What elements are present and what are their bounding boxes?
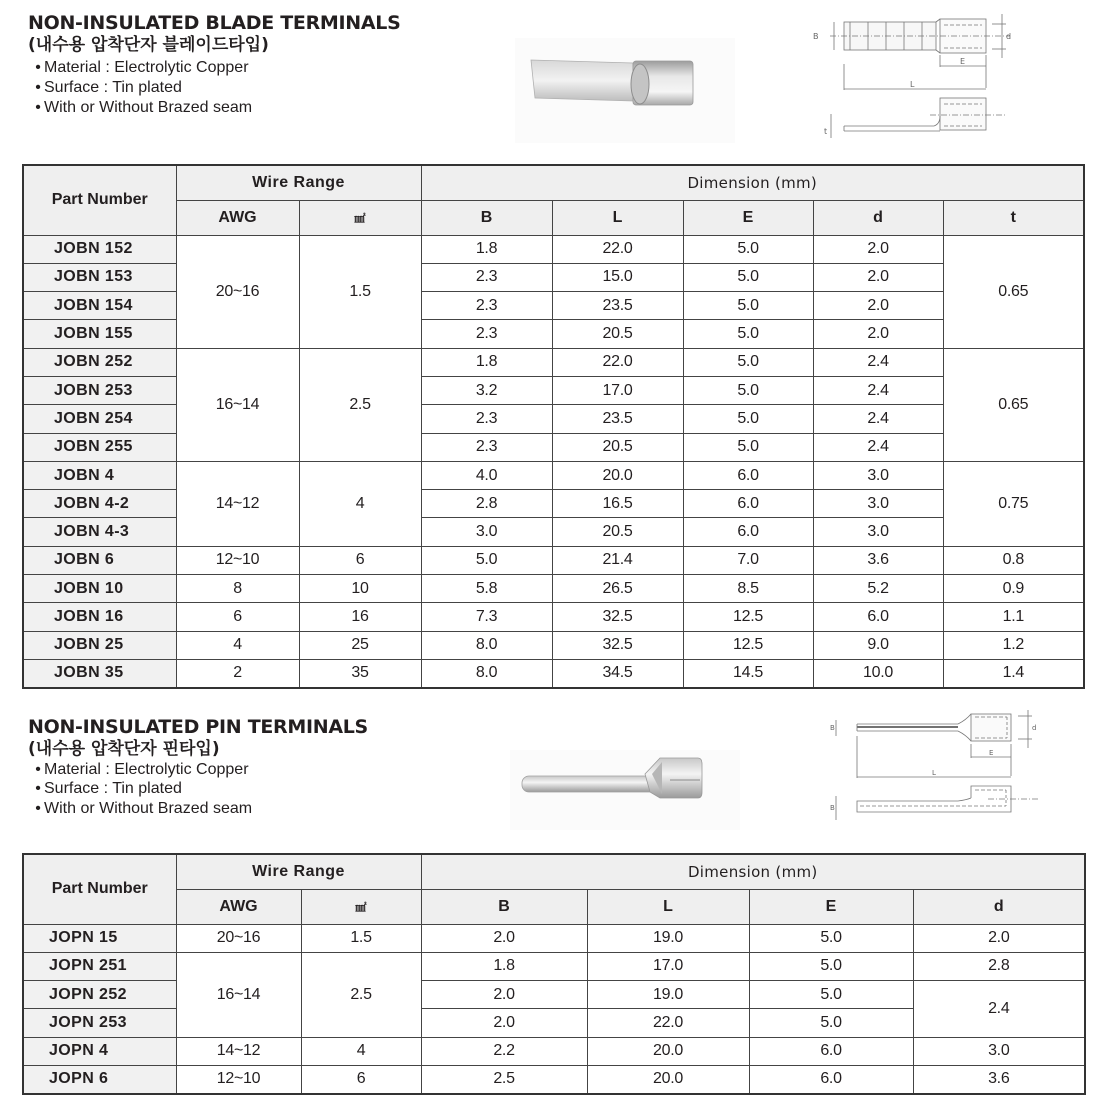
part-number: JOBN 10 xyxy=(23,575,176,603)
e-cell: 12.5 xyxy=(683,603,813,631)
b-cell: 1.8 xyxy=(421,952,587,980)
header-t: t xyxy=(943,200,1084,235)
l-cell: 20.0 xyxy=(587,1065,749,1093)
l-cell: 19.0 xyxy=(587,924,749,952)
pin-terminal-photo xyxy=(510,750,740,830)
e-cell: 5.0 xyxy=(683,320,813,348)
e-cell: 5.0 xyxy=(749,981,913,1009)
awg-cell: 8 xyxy=(176,575,299,603)
part-number: JOBN 252 xyxy=(23,348,176,376)
table-row xyxy=(23,546,1084,574)
awg-cell: 14~12 xyxy=(176,461,299,546)
part-number: JOBN 255 xyxy=(23,433,176,461)
header-e: E xyxy=(749,889,913,924)
svg-text:d: d xyxy=(1006,32,1012,41)
d-cell: 2.0 xyxy=(913,924,1085,952)
t-cell: 0.65 xyxy=(943,235,1084,348)
e-cell: 12.5 xyxy=(683,631,813,659)
l-cell: 32.5 xyxy=(552,631,683,659)
header-mm2: ㎟ xyxy=(301,889,421,924)
header-mm2: ㎟ xyxy=(299,200,421,235)
header-wire-range: Wire Range xyxy=(176,854,421,889)
l-cell: 17.0 xyxy=(552,376,683,404)
svg-text:L: L xyxy=(910,80,915,89)
d-cell: 2.4 xyxy=(813,405,943,433)
table-row xyxy=(23,631,1084,659)
b-cell: 7.3 xyxy=(421,603,552,631)
e-cell: 5.0 xyxy=(683,292,813,320)
l-cell: 23.5 xyxy=(552,405,683,433)
l-cell: 15.0 xyxy=(552,263,683,291)
l-cell: 20.0 xyxy=(552,461,683,489)
l-cell: 20.5 xyxy=(552,433,683,461)
blade-terminal-image-icon xyxy=(515,38,735,143)
d-cell: 3.6 xyxy=(913,1065,1085,1093)
b-cell: 2.2 xyxy=(421,1037,587,1065)
awg-cell: 14~12 xyxy=(176,1037,301,1065)
mm2-cell: 6 xyxy=(301,1065,421,1093)
e-cell: 8.5 xyxy=(683,575,813,603)
l-cell: 20.5 xyxy=(552,320,683,348)
pin-terminals-header xyxy=(28,716,368,820)
header-b: B xyxy=(421,889,587,924)
d-cell: 6.0 xyxy=(813,603,943,631)
table-row xyxy=(23,924,1085,952)
t-cell: 0.8 xyxy=(943,546,1084,574)
part-number: JOPN 15 xyxy=(23,924,176,952)
awg-cell: 12~10 xyxy=(176,546,299,574)
section-subtitle: (내수용 압착단자 핀타입) xyxy=(28,739,220,759)
header-b: B xyxy=(421,200,552,235)
d-cell: 3.0 xyxy=(813,518,943,546)
part-number: JOBN 154 xyxy=(23,292,176,320)
b-cell: 2.0 xyxy=(421,1009,587,1037)
feature-item: • Surface : Tin plated xyxy=(35,79,182,96)
d-cell: 3.0 xyxy=(813,490,943,518)
b-cell: 3.0 xyxy=(421,518,552,546)
e-cell: 5.0 xyxy=(683,405,813,433)
feature-item: • Surface : Tin plated xyxy=(35,780,182,797)
b-cell: 2.8 xyxy=(421,490,552,518)
awg-cell: 20~16 xyxy=(176,924,301,952)
pin-terminal-drawing xyxy=(828,708,1100,820)
b-cell: 2.3 xyxy=(421,263,552,291)
d-cell: 2.4 xyxy=(913,981,1085,1038)
header-l: L xyxy=(552,200,683,235)
part-number: JOBN 25 xyxy=(23,631,176,659)
feature-list xyxy=(28,760,368,820)
t-cell: 1.2 xyxy=(943,631,1084,659)
table-row xyxy=(23,575,1084,603)
b-cell: 2.3 xyxy=(421,433,552,461)
b-cell: 2.5 xyxy=(421,1065,587,1093)
l-cell: 21.4 xyxy=(552,546,683,574)
feature-item: • With or Without Brazed seam xyxy=(35,800,253,817)
b-cell: 3.2 xyxy=(421,376,552,404)
awg-cell: 16~14 xyxy=(176,952,301,1037)
e-cell: 6.0 xyxy=(683,490,813,518)
mm2-cell: 1.5 xyxy=(299,235,421,348)
feature-item: • Material : Electrolytic Copper xyxy=(35,761,249,778)
e-cell: 5.0 xyxy=(683,348,813,376)
e-cell: 5.0 xyxy=(683,376,813,404)
d-cell: 5.2 xyxy=(813,575,943,603)
table-row xyxy=(23,235,1084,263)
blade-terminal-photo xyxy=(515,38,735,143)
svg-text:B: B xyxy=(830,724,835,732)
part-number: JOPN 6 xyxy=(23,1065,176,1093)
mm2-cell: 10 xyxy=(299,575,421,603)
l-cell: 23.5 xyxy=(552,292,683,320)
b-cell: 4.0 xyxy=(421,461,552,489)
svg-text:B: B xyxy=(830,804,835,812)
l-cell: 22.0 xyxy=(552,348,683,376)
header-dimension: Dimension (mm) xyxy=(421,165,1084,200)
table-row xyxy=(23,659,1084,687)
d-cell: 2.8 xyxy=(913,952,1085,980)
mm2-cell: 4 xyxy=(299,461,421,546)
b-cell: 2.3 xyxy=(421,320,552,348)
l-cell: 34.5 xyxy=(552,659,683,687)
awg-cell: 20~16 xyxy=(176,235,299,348)
d-cell: 2.4 xyxy=(813,433,943,461)
b-cell: 2.0 xyxy=(421,981,587,1009)
header-part-number: Part Number xyxy=(23,165,176,235)
svg-text:B: B xyxy=(813,32,819,41)
part-number: JOBN 253 xyxy=(23,376,176,404)
l-cell: 20.5 xyxy=(552,518,683,546)
b-cell: 8.0 xyxy=(421,659,552,687)
header-awg: AWG xyxy=(176,889,301,924)
e-cell: 5.0 xyxy=(749,952,913,980)
svg-text:E: E xyxy=(960,57,966,66)
section-subtitle: (내수용 압착단자 블레이드타입) xyxy=(28,35,269,55)
svg-text:L: L xyxy=(932,769,936,777)
part-number: JOBN 16 xyxy=(23,603,176,631)
mm2-cell: 25 xyxy=(299,631,421,659)
t-cell: 1.1 xyxy=(943,603,1084,631)
feature-item: • With or Without Brazed seam xyxy=(35,99,253,116)
table-row xyxy=(23,952,1085,980)
part-number: JOBN 254 xyxy=(23,405,176,433)
e-cell: 6.0 xyxy=(683,461,813,489)
d-cell: 2.0 xyxy=(813,320,943,348)
feature-list xyxy=(28,58,401,118)
l-cell: 16.5 xyxy=(552,490,683,518)
section-title: NON-INSULATED BLADE TERMINALS xyxy=(28,12,401,34)
b-cell: 2.0 xyxy=(421,924,587,952)
part-number: JOPN 251 xyxy=(23,952,176,980)
e-cell: 5.0 xyxy=(683,433,813,461)
awg-cell: 12~10 xyxy=(176,1065,301,1093)
section-title: NON-INSULATED PIN TERMINALS xyxy=(28,716,368,738)
b-cell: 5.8 xyxy=(421,575,552,603)
header-d: d xyxy=(913,889,1085,924)
blade-terminal-drawing xyxy=(810,10,1100,140)
mm2-cell: 16 xyxy=(299,603,421,631)
t-cell: 0.75 xyxy=(943,461,1084,546)
d-cell: 2.0 xyxy=(813,292,943,320)
svg-text:E: E xyxy=(989,749,994,757)
d-cell: 2.4 xyxy=(813,348,943,376)
l-cell: 26.5 xyxy=(552,575,683,603)
b-cell: 2.3 xyxy=(421,405,552,433)
e-cell: 6.0 xyxy=(749,1037,913,1065)
e-cell: 5.0 xyxy=(749,1009,913,1037)
part-number: JOBN 6 xyxy=(23,546,176,574)
l-cell: 17.0 xyxy=(587,952,749,980)
d-cell: 2.4 xyxy=(813,376,943,404)
awg-cell: 6 xyxy=(176,603,299,631)
blade-terminals-table xyxy=(22,164,1085,689)
b-cell: 1.8 xyxy=(421,235,552,263)
d-cell: 9.0 xyxy=(813,631,943,659)
t-cell: 0.9 xyxy=(943,575,1084,603)
svg-text:d: d xyxy=(1032,724,1037,732)
l-cell: 32.5 xyxy=(552,603,683,631)
part-number: JOBN 155 xyxy=(23,320,176,348)
e-cell: 6.0 xyxy=(683,518,813,546)
part-number: JOBN 152 xyxy=(23,235,176,263)
awg-cell: 4 xyxy=(176,631,299,659)
awg-cell: 16~14 xyxy=(176,348,299,461)
part-number: JOBN 4-2 xyxy=(23,490,176,518)
mm2-cell: 6 xyxy=(299,546,421,574)
b-cell: 2.3 xyxy=(421,292,552,320)
part-number: JOPN 252 xyxy=(23,981,176,1009)
e-cell: 5.0 xyxy=(683,263,813,291)
awg-cell: 2 xyxy=(176,659,299,687)
header-dimension: Dimension (mm) xyxy=(421,854,1085,889)
mm2-cell: 1.5 xyxy=(301,924,421,952)
header-part-number: Part Number xyxy=(23,854,176,924)
b-cell: 5.0 xyxy=(421,546,552,574)
pin-terminals-table xyxy=(22,853,1086,1095)
d-cell: 3.6 xyxy=(813,546,943,574)
header-d: d xyxy=(813,200,943,235)
part-number: JOBN 35 xyxy=(23,659,176,687)
mm2-cell: 35 xyxy=(299,659,421,687)
part-number: JOPN 4 xyxy=(23,1037,176,1065)
e-cell: 6.0 xyxy=(749,1065,913,1093)
table-row xyxy=(23,1037,1085,1065)
b-cell: 1.8 xyxy=(421,348,552,376)
table-row xyxy=(23,461,1084,489)
d-cell: 10.0 xyxy=(813,659,943,687)
d-cell: 2.0 xyxy=(813,235,943,263)
header-awg: AWG xyxy=(176,200,299,235)
part-number: JOBN 4-3 xyxy=(23,518,176,546)
blade-terminals-header xyxy=(28,12,401,118)
t-cell: 1.4 xyxy=(943,659,1084,687)
table-row xyxy=(23,348,1084,376)
part-number: JOPN 253 xyxy=(23,1009,176,1037)
svg-text:t: t xyxy=(824,127,828,136)
mm2-cell: 2.5 xyxy=(299,348,421,461)
l-cell: 22.0 xyxy=(587,1009,749,1037)
e-cell: 5.0 xyxy=(749,924,913,952)
mm2-cell: 4 xyxy=(301,1037,421,1065)
header-l: L xyxy=(587,889,749,924)
d-cell: 2.0 xyxy=(813,263,943,291)
part-number: JOBN 4 xyxy=(23,461,176,489)
l-cell: 20.0 xyxy=(587,1037,749,1065)
part-number: JOBN 153 xyxy=(23,263,176,291)
e-cell: 5.0 xyxy=(683,235,813,263)
e-cell: 14.5 xyxy=(683,659,813,687)
pin-dimension-drawing-icon xyxy=(828,708,1100,820)
t-cell: 0.65 xyxy=(943,348,1084,461)
mm2-cell: 2.5 xyxy=(301,952,421,1037)
table-row xyxy=(23,1065,1085,1093)
header-e: E xyxy=(683,200,813,235)
pin-terminal-image-icon xyxy=(510,750,740,830)
l-cell: 19.0 xyxy=(587,981,749,1009)
feature-item: • Material : Electrolytic Copper xyxy=(35,59,249,76)
e-cell: 7.0 xyxy=(683,546,813,574)
d-cell: 3.0 xyxy=(913,1037,1085,1065)
blade-dimension-drawing-icon xyxy=(810,10,1100,140)
b-cell: 8.0 xyxy=(421,631,552,659)
d-cell: 3.0 xyxy=(813,461,943,489)
l-cell: 22.0 xyxy=(552,235,683,263)
header-wire-range: Wire Range xyxy=(176,165,421,200)
table-row xyxy=(23,603,1084,631)
